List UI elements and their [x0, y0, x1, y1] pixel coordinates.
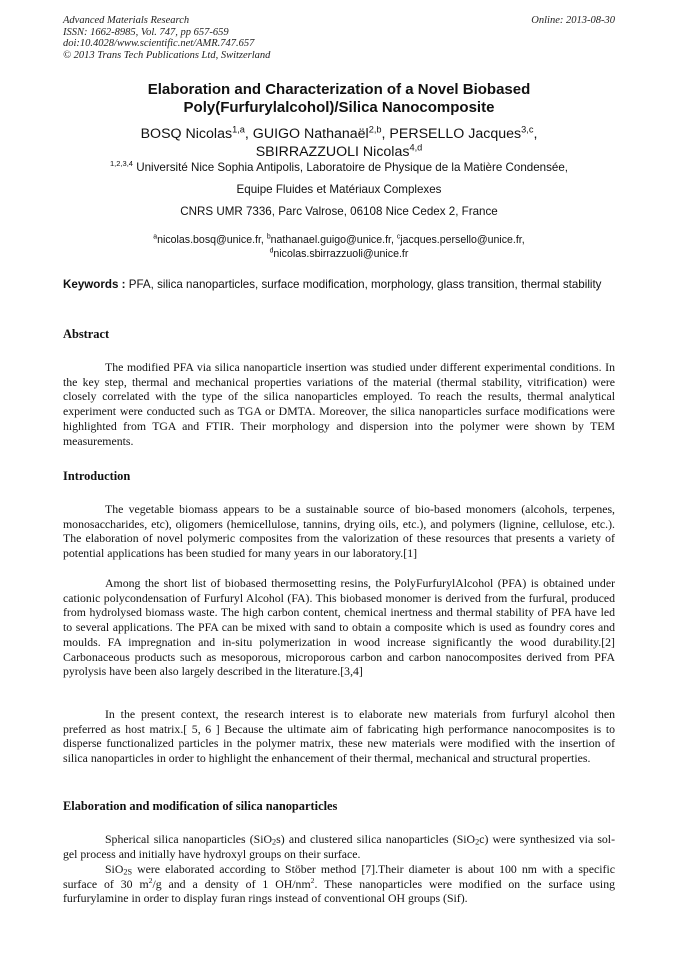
affiliation-text-1: Université Nice Sophia Antipolis, Laboratoire de Physique de la Matière Condensée, — [133, 161, 569, 174]
text-run: . These nanoparticles were modified on the surface using furfurylamine in order to display furan rings instead of conventional OH groups (Sif). — [63, 876, 615, 906]
introduction-heading: Introduction — [63, 469, 131, 483]
author-2-sup: 2,b — [368, 124, 382, 135]
abstract-heading: Abstract — [63, 327, 110, 341]
author-list — [63, 125, 615, 161]
online-date: Online: 2013-08-30 — [531, 15, 615, 26]
text-run: Spherical silica nanoparticles (SiO — [105, 832, 273, 846]
abstract-text: The modified PFA via silica nanoparticle insertion was studied under different experimental conditions. In the key step, thermal and mechanical properties variations of the material (thermal stability, vitrification) were closely correlated with the type of the silica nanoparticles employed. To reach the results, thermal analytical experiment were conducted such as TGA or DMTA. Moreover, the silica nanoparticles surface modifications were highlighted from TGA and FTIR. Their morphology and dispersion into the polymer were shown by TEM measurements. — [63, 360, 615, 448]
keywords — [63, 276, 615, 293]
superscript: 2 — [310, 875, 315, 885]
subscript: 2S — [123, 867, 133, 877]
author-3: PERSELLO Jacques — [389, 126, 522, 142]
affiliation-line-1 — [63, 161, 615, 175]
text-run: /g and a density of 1 OH/nm — [152, 876, 311, 891]
text-run: were elaborated according to Stöber method [7].Their diameter is about 100 nm with a specific surface of 30 m — [63, 862, 615, 891]
text-run: c) were synthesized via sol-gel process and initially have hydroxyl groups on their surface. — [63, 832, 616, 861]
elaboration-paragraph-2 — [63, 862, 615, 906]
author-separator: , — [244, 126, 253, 142]
author-4-sup: 4,d — [409, 142, 423, 153]
author-4: SBIRRAZZUOLI Nicolas — [255, 144, 410, 160]
email-c: jacques.persello@unice.fr, — [400, 234, 525, 246]
elaboration-paragraph-1 — [63, 832, 615, 861]
email-line-2 — [63, 247, 615, 261]
subscript: 2 — [475, 837, 480, 847]
title-line-2: Poly(Furfurylalcohol)/Silica Nanocomposite — [183, 99, 495, 116]
keywords-label: Keywords : — [63, 278, 126, 291]
journal-header — [63, 15, 615, 61]
email-d: nicolas.sbirrazzuoli@unice.fr — [273, 248, 409, 260]
introduction-paragraph-3: In the present context, the research interest is to elaborate new materials from furfuryl alcohol then preferred as host matrix.[ 5, 6 ] Because the ultimate aim of fabricating high performance nanocomposites is to disperse functionalized particles in the polymer matrix, these new materials were modified with the insertion of silica nanoparticles in order to highlight the enhancement of their thermal, mechanical and structural properties. — [63, 707, 615, 766]
copyright-line: © 2013 Trans Tech Publications Ltd, Switzerland — [63, 49, 271, 61]
author-1: BOSQ Nicolas — [140, 126, 233, 142]
email-b: nathanael.guigo@unice.fr, — [270, 234, 397, 246]
title-line-1: Elaboration and Characterization of a Novel Biobased — [147, 81, 531, 98]
email-b-sup: b — [266, 233, 271, 241]
email-line-1 — [63, 233, 615, 247]
author-3-sup: 3,c — [521, 124, 534, 135]
email-d-sup: d — [269, 247, 274, 255]
introduction-paragraph-2: Among the short list of biobased thermosetting resins, the PolyFurfurylAlcohol (PFA) is obtained under cationic polycondensation of Furfuryl Alcohol (FA). This biobased monomer is derived from the furfural, produced from hydrolysed biomass waste. The high carbon content, chemical inertness and thermal stability of PFA have led to several applications. The PFA can be mixed with sand to obtain a composite which is used as foundry cores and moulds. FA impregnation and in-situ polymerization in wood increase significantly the wood durability.[2] Carbonaceous products such as mesoporous, microporous carbon and carbon nanocomposites derived from PFA pyrolysis have been also largely described in the literature.[3,4] — [63, 576, 615, 679]
affiliation-line-3: CNRS UMR 7336, Parc Valrose, 06108 Nice Cedex 2, France — [180, 205, 498, 218]
text-run: SiO — [105, 862, 124, 876]
elaboration-heading: Elaboration and modification of silica nanoparticles — [63, 799, 338, 813]
text-run: s) and clustered silica nanoparticles (SiO — [276, 832, 476, 846]
author-line-2 — [63, 143, 615, 161]
affiliation-sup: 1,2,3,4 — [109, 159, 133, 169]
email-a: nicolas.bosq@unice.fr, — [157, 234, 267, 246]
subscript: 2 — [272, 837, 277, 847]
doi-line: doi:10.4028/www.scientific.net/AMR.747.657 — [63, 38, 255, 50]
paper-title — [63, 81, 615, 117]
affiliation-line-2: Equipe Fluides et Matériaux Complexes — [236, 183, 442, 196]
author-2: GUIGO Nathanaël — [252, 126, 369, 142]
superscript: 2 — [148, 875, 153, 885]
email-a-sup: a — [153, 233, 158, 241]
journal-name: Advanced Materials Research — [63, 15, 190, 26]
email-c-sup: c — [396, 233, 401, 241]
author-separator-end: , — [533, 126, 538, 142]
author-separator: , — [381, 126, 390, 142]
keywords-text: PFA, silica nanoparticles, surface modification, morphology, glass transition, thermal stability — [125, 278, 602, 291]
issn-line: ISSN: 1662-8985, Vol. 747, pp 657-659 — [63, 26, 229, 38]
introduction-paragraph-1: The vegetable biomass appears to be a sustainable source of bio-based monomers (alcohols, terpenes, monosaccharides, etc), oligomers (hemicellulose, tannins, drying oils, etc.), and polymers (lignine, cellulose, etc.). The elaboration of novel polymeric composites from the valorization of these resources that presents a variety of potential applications has been studied for many years in our laboratory.[1] — [63, 502, 615, 561]
author-line-1 — [63, 125, 615, 143]
email-list — [63, 233, 615, 261]
author-1-sup: 1,a — [232, 124, 245, 135]
